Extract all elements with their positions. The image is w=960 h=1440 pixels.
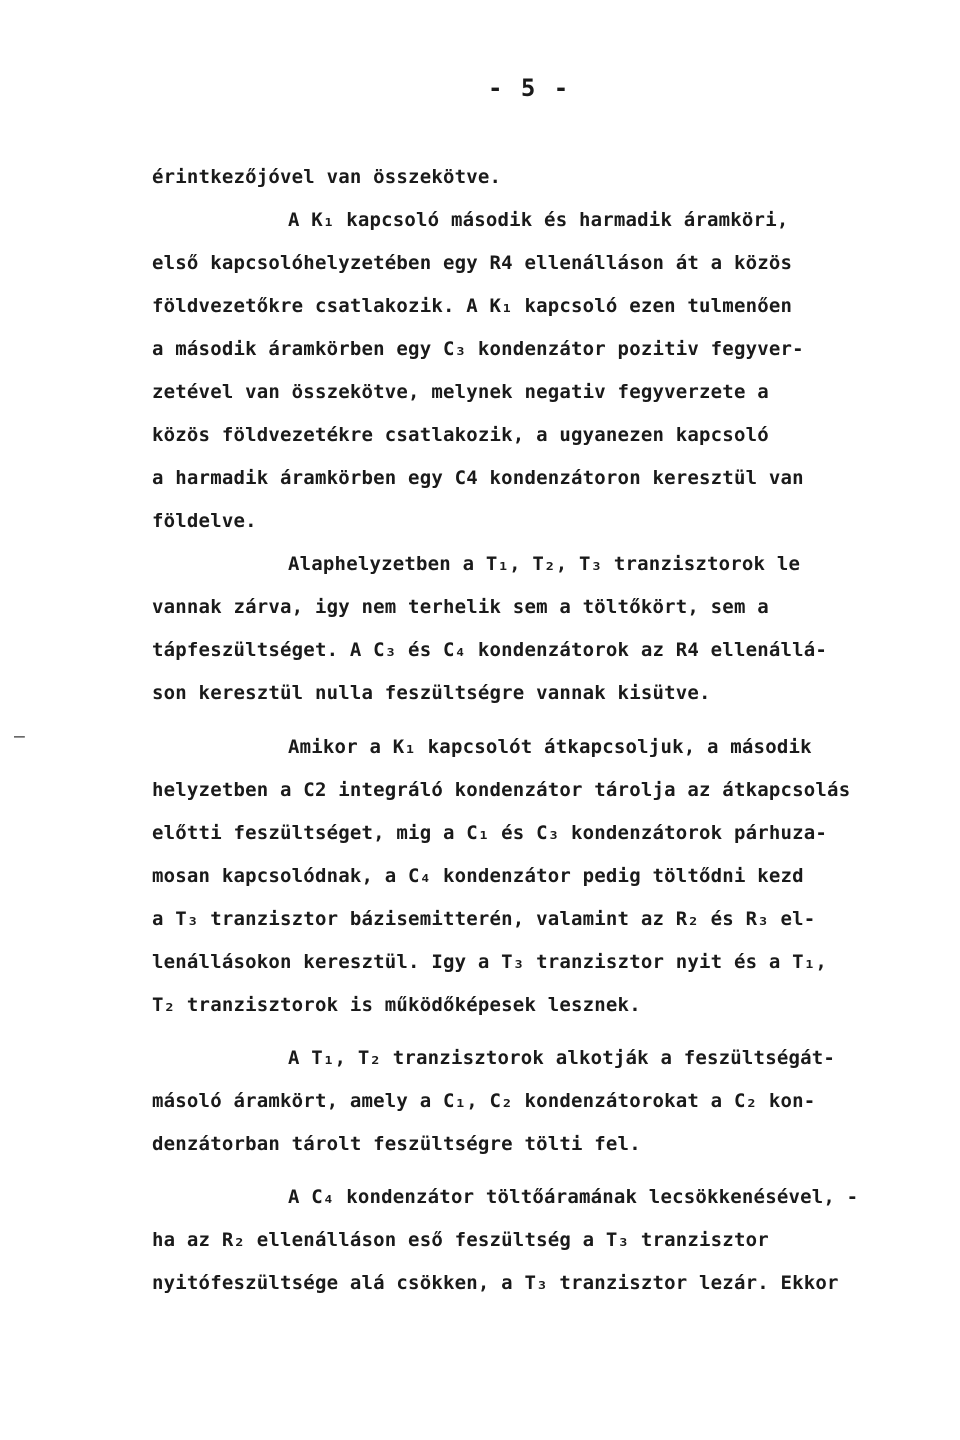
text-line: lenállásokon keresztül. Igy a T₃ tranzisztor nyit és a T₁, <box>152 951 828 973</box>
text-line: nyitófeszültsége alá csökken, a T₃ tranzisztor lezár. Ekkor <box>152 1272 839 1294</box>
text-line: a második áramkörben egy C₃ kondenzátor pozitiv fegyver- <box>152 338 804 360</box>
text-line: vannak zárva, igy nem terhelik sem a töltőkört, sem a <box>152 596 769 618</box>
text-line: érintkezőjóvel van összekötve. <box>152 166 502 188</box>
text-line: előtti feszültséget, mig a C₁ és C₃ kondenzátorok párhuza- <box>152 822 828 844</box>
text-line: A C₄ kondenzátor töltőáramának lecsökkenésével, - <box>288 1186 859 1208</box>
text-line: Amikor a K₁ kapcsolót átkapcsoljuk, a második <box>288 736 812 758</box>
text-line: T₂ tranzisztorok is működőképesek lesznek. <box>152 994 641 1016</box>
text-line: a T₃ tranzisztor bázisemitterén, valamint az R₂ és R₃ el- <box>152 908 816 930</box>
page-number: - 5 - <box>488 74 571 102</box>
text-line: son keresztül nulla feszültségre vannak kisütve. <box>152 682 711 704</box>
text-line: helyzetben a C2 integráló kondenzátor tárolja az átkapcsolás <box>152 779 851 801</box>
text-line: A T₁, T₂ tranzisztorok alkotják a feszültségát- <box>288 1047 836 1069</box>
text-line: első kapcsolóhelyzetében egy R4 ellenálláson át a közös <box>152 252 793 274</box>
text-line: mosan kapcsolódnak, a C₄ kondenzátor pedig töltődni kezd <box>152 865 804 887</box>
text-line: a harmadik áramkörben egy C4 kondenzátoron keresztül van <box>152 467 804 489</box>
text-line: Alaphelyzetben a T₁, T₂, T₃ tranzisztorok le <box>288 553 801 575</box>
text-line: denzátorban tárolt feszültségre tölti fel. <box>152 1133 641 1155</box>
text-line: ha az R₂ ellenálláson eső feszültség a T₃ tranzisztor <box>152 1229 769 1251</box>
text-line: közös földvezetékre csatlakozik, a ugyanezen kapcsoló <box>152 424 769 446</box>
text-line: A K₁ kapcsoló második és harmadik áramköri, <box>288 209 789 231</box>
text-line: másoló áramkört, amely a C₁, C₂ kondenzátorokat a C₂ kon- <box>152 1090 816 1112</box>
text-line: földelve. <box>152 510 257 532</box>
text-line: zetével van összekötve, melynek negativ fegyverzete a <box>152 381 769 403</box>
margin-mark: – <box>14 726 25 747</box>
text-line: tápfeszültséget. A C₃ és C₄ kondenzátorok az R4 ellenállá- <box>152 639 828 661</box>
text-line: földvezetőkre csatlakozik. A K₁ kapcsoló ezen tulmenően <box>152 295 793 317</box>
